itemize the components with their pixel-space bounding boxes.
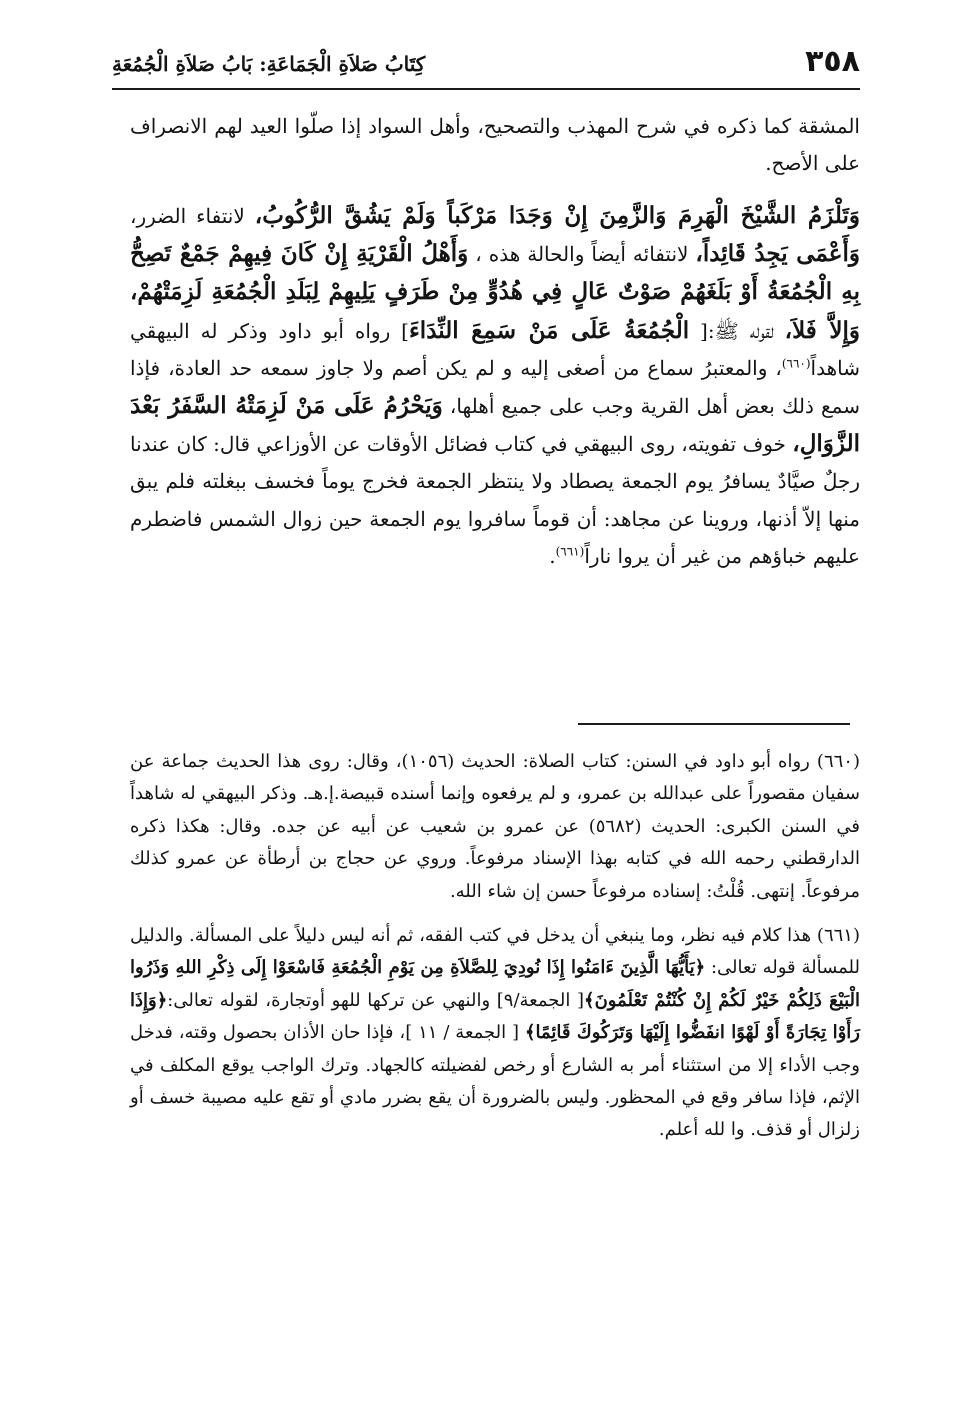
main-paragraph	[130, 197, 860, 575]
sharh-text: خوف تفويته، روى البيهقي في كتاب فضائل الأوقات عن الأوزاعي قال: كان عندنا رجلٌ صيَّادٌ يسافرُ يوم الجمعة يصطاد ولا ينتظر الجمعة فخرج يوماً فخسف ببغلته فلم يبق منها إلاّ أذنها، وروينا عن مجاهد: أن قوماً سافروا يوم الجمعة حين زوال الشمس فاضطرم عليهم خباؤهم من غير أن يروا ناراً	[130, 432, 860, 568]
matn-text: وَيَحْرُمُ عَلَى مَنْ لَزِمَتْهُ السَّفَرُ بَعْدَ الزَّوَالِ،	[130, 392, 860, 458]
page-header	[112, 42, 860, 90]
sharh-text: .	[549, 543, 556, 568]
footnote-text: رواه أبو داود في السنن: كتاب الصلاة: الحديث (١٠٥٦)، وقال: روى هذا الحديث جماعة عن سفيان مقصوراً على عبدالله بن عمرو، و لم يرفعوه وإنما أسنده قبيصة.إ.هـ. وذكر البيهقي له شاهداً في السنن الكبرى: الحديث (٥٦٨٢) عن عمرو بن شعيب عن أبيه عن جده. وقال: هكذا ذكره الدارقطني رحمه الله في كتابه بهذا الإسناد مرفوعاً. وروي عن حجاج بن أرطأة عن عمرو كذلك مرفوعاً. إنتهى. قُلْتُ: إسناده مرفوعاً حسن إن شاء الله.	[130, 751, 861, 902]
sharh-text: ] رواه أبو داود وذكر له البيهقي شاهداً	[130, 318, 860, 380]
main-text	[130, 108, 860, 575]
sharh-text: لانتفاء الضرر،	[130, 204, 255, 228]
footnote-text: [ الجمعة/٩] والنهي عن تركها للهو أوتجارة، لقوله تعالى:	[167, 989, 585, 1011]
footnotes	[130, 746, 860, 1159]
page-number: ٣٥٨	[805, 44, 860, 79]
sharh-text: ، والمعتبرُ سماع من أصغى إليه و لم يكن أصم ولا جاوز سمعه حد العادة، فإذا سمع ذلك بعض أهل القرية وجب على جميع أهلها،	[130, 355, 860, 419]
matn-text: وَأَعْمَى يَجِدُ قَائِداً،	[695, 240, 860, 268]
matn-text: وَأَهْلُ الْقَرْيَةِ إِنْ كَانَ فِيهِمْ جَمْعٌ تَصِحُّ بِهِ الْجُمُعَةُ أَوْ بَلَغَهُمْ صَوْتٌ عَالٍ فِي هُدُوٍّ مِنْ طَرَفٍ يَلِيهِمْ لِبَلَدِ الْجُمُعَةِ لَزِمَتْهُمْ، وَإِلاَّ فَلاَ،	[130, 240, 861, 344]
footnote-text: [ الجمعة / ١١ ]، فإذا حان الأذان بحصول وقته، فدخل وجب الأداء إلا من استثناء أمر به الشارع أو رخص لفضيلته كالجهاد. وترك الواجب يوقع المكلف في الإثم، فإذا سافر وقع في المحظور. وليس بالضرورة أن يقع بضرر مادي أو تقع عليه مصيبة خسف أو زلزال أو قذف. وا لله أعلم.	[130, 1022, 860, 1141]
footnote-divider	[578, 723, 850, 725]
footnote-ref[interactable]: (٦٦١)	[555, 544, 585, 559]
intro-paragraph: المشقة كما ذكره في شرح المهذب والتصحيح، وأهل السواد إذا صلّوا العيد لهم الانصراف على الأصح.	[130, 114, 860, 175]
sharh-text: لقوله ﷺ:[	[689, 318, 785, 343]
quran-verse: ﴿وَإِذَا رَأَوْا تِجَارَةً أَوْ لَهْوًا انفَضُّوا إِلَيْهَا وَتَرَكُوكَ قَائِمًا﴾	[130, 989, 860, 1044]
running-title: كِتَابُ صَلاَةِ الْجَمَاعَةِ: بَابُ صَلاَةِ الْجُمُعَةِ	[112, 52, 426, 76]
footnote-number: (٦٦١)	[816, 925, 860, 947]
footnote	[130, 746, 860, 908]
matn-text: وَتَلْزَمُ الشَّيْخَ الْهَرِمَ وَالزَّمِنَ إِنْ وَجَدَا مَرْكَباً وَلَمْ يَشُقَّ الرُّكُوبُ،	[254, 202, 860, 229]
footnote-number: (٦٦٠)	[816, 751, 860, 772]
footnote-text: هذا كلام فيه نظر، وما ينبغي أن يدخل في كتب الفقه، ثم أنه ليس دليلاً على المسألة. والدليل للمسألة قوله تعالى:	[130, 925, 860, 979]
footnote	[130, 920, 860, 1147]
footnote-ref[interactable]: (٦٦٠)	[781, 356, 811, 371]
sharh-text: لانتفائه أيضاً والحالة هذه ،	[468, 242, 696, 267]
hadith-text: الْجُمُعَةُ عَلَى مَنْ سَمِعَ النِّدَاءَ	[408, 316, 690, 344]
quran-verse: ﴿يَأَيُّهَا الَّذِينَ ءَامَنُوا إِذَا نُودِيَ لِلصَّلاَةِ مِن يَوْمِ الْجُمُعَةِ فَاسْعَوْا إِلَى ذِكْرِ اللهِ وَذَرُوا الْبَيْعَ ذَلِكُمْ خَيْرٌ لَكُمْ إِنْ كُنْتُمْ تَعْلَمُونَ﴾	[130, 957, 861, 1011]
